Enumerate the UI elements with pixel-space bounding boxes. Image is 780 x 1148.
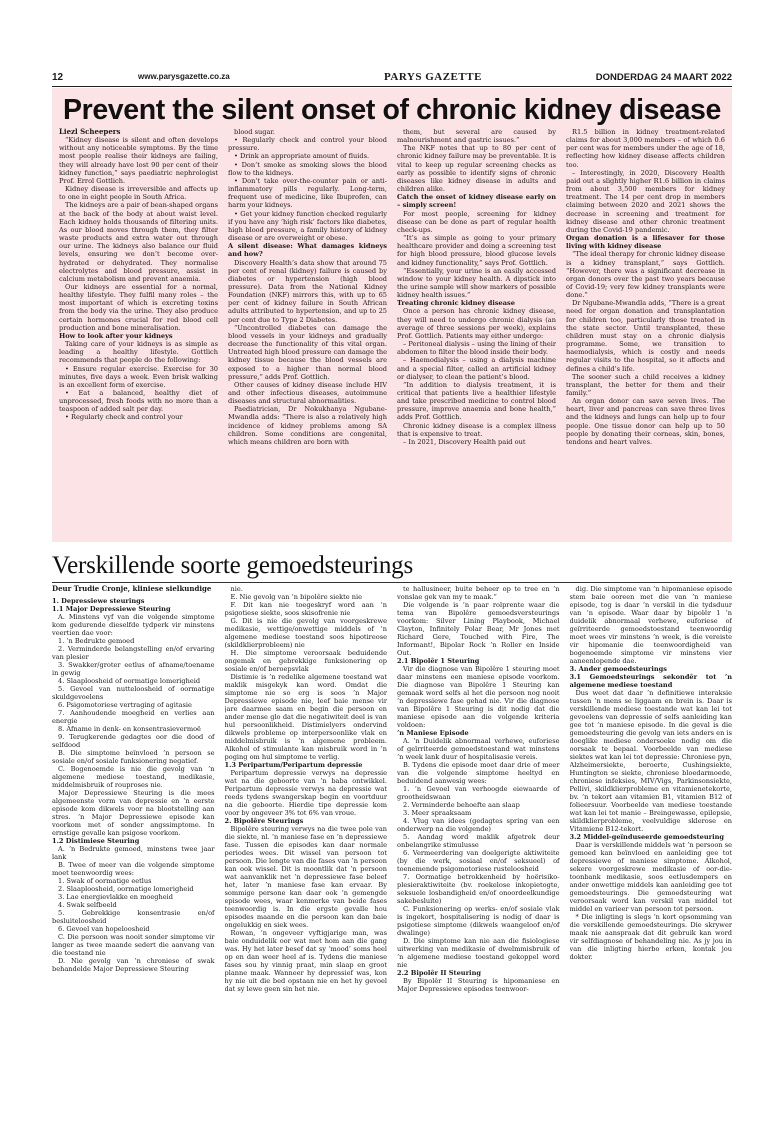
- paragraph: Catch the onset of kidney disease early on – simply screen!: [397, 193, 556, 210]
- text-column: [397, 128, 556, 536]
- paragraph: dig. Die simptome van ’n hipomaniese episode stem baie ooreen met die van ’n maniese episode, tog is daar ’n verskil in die tydsduur van ’n episode. Waar daar by bipolêr 1 ’n duidelik abnormaal verhewe, euforiese of geïrriteerde gemoedstoestand teenwoordig moet wees vir minstens ’n week, is die vereiste vir hipomanie die teenwoordigheid van bogenoemde simptome vir minstens vier aaneenlopende dae.: [569, 585, 732, 665]
- paragraph: Deur Trudie Cronje, kliniese sielkundige: [52, 585, 212, 593]
- paragraph: B. Tydens die episode moet daar drie of meer van die volgende simptome heeltyd en beduidend aanwesig wees:: [397, 761, 560, 785]
- paragraph: B. Die simptome beïnvloed ’n persoon se sosiale en/of sosiale funksionering negatief.: [52, 749, 215, 765]
- paragraph: Vir die diagnose van Bipolêre 1 steuring moet daar minstens een maniese episode voorkom. Die diagnose van Bipolêre 1 Steuring kan gemaak word selfs al het die persoon nog nooit ’n depressiewe fase gehad nie. Vir die diagnose van Bipolêre 1 Steuring is dit nodig dat die maniese episode aan die volgende kriteria voldoen:: [397, 665, 560, 729]
- paragraph: A silent disease: What damages kidneys and how?: [228, 242, 387, 259]
- paragraph: 2.1 Bipolêr 1 Steuring: [397, 657, 480, 665]
- paragraph: The sooner such a child receives a kidney transplant, the better for them and their family.”: [566, 372, 725, 397]
- paragraph: D. Die simptome kan nie aan die fisiologiese uitwerking van medikasie of dwelmmisbruik of ’n algemene mediese toestand gekoppel word nie: [397, 937, 560, 969]
- paragraph: 6. Vermeerdering van doelgerigte aktiwiteite (by die werk, sosiaal en/of seksueel) of toenemende psigomotoriese rusteloosheid: [397, 849, 560, 873]
- paragraph: Treating chronic kidney disease: [397, 299, 515, 308]
- paragraph: Rowan, ’n ongeveer vyftigjarige man, was baie onduidelik oor wat met hom aan die gang was. Hy het later besef dat sy ‘mood’ soms heel op en dan weer heel af is. Tydens die maniese fases sou hy vinnig praat, min slaap en groot planne maak. Wanneer hy depressief was, kon hy nie uit die bed opstaan nie en het hy gevoel dat sy lewe geen sin het nie.: [224, 929, 387, 993]
- text-column: [59, 128, 218, 536]
- paragraph: 1. ’n Bedrukte gemoed: [58, 637, 135, 645]
- paragraph: 1. Depressiewe steurings: [52, 597, 145, 605]
- paragraph: • Drink an appropriate amount of fluids.: [234, 152, 370, 161]
- headline-rule: [52, 582, 732, 583]
- article-headline: Prevent the silent onset of chronic kidney disease: [63, 94, 721, 126]
- paragraph: • Regularly check and control your blood pressure.: [228, 136, 387, 153]
- paragraph: 1. Swak of oormatige eetlus: [58, 877, 152, 885]
- paragraph: 8. Afname in denk- en konsentrasievermoë: [58, 725, 201, 733]
- paragraph: 6. Gevoel van hopeloosheid: [58, 925, 150, 933]
- paragraph: 5. Aandag word maklik afgetrek deur onbelangrike stimulusse: [397, 833, 560, 849]
- paragraph: Organ donation is a lifesaver for those living with kidney disease: [566, 234, 725, 251]
- paragraph: 4. Vlug van idees (gedagtes spring van een onderwerp na die volgende): [397, 817, 560, 833]
- paragraph: Die volgende is ’n paar rolprente waar die tema van Bipolêre gemoedsversteurings voorkom: Silver Lining Playbook, Michael Clayton, Infinitely Polar Bear, Mr Jones met Richard Gere, Touched with Fire, The Informant!, Bipolar Rock ’n Roller en Inside Out.: [397, 601, 560, 657]
- paragraph: 9. Terugkerende gedagtes oor die dood of selfdood: [52, 733, 215, 749]
- paragraph: Paediatrician, Dr Nokukhanya Ngubane-Mwandla adds: “There is also a relatively high incidence of kidney problems among SA children. Some conditions are congenital, which means children are born with: [228, 405, 387, 446]
- article-body: [59, 128, 725, 536]
- paragraph: Dus weet dat daar ’n definitiewe interaksie tussen ’n mens se liggaam en brein is. Daar is verskillende mediese toestande wat kan lei tot gevoelens van depressie of selfs aanleiding kan gee tot ’n maniese episode. In die geval is die gemoedsteuring die gevolg van iets anders en is doeglike mediese ondersoeke nodig om die oorsaak te bepaal. Voorbeelde van mediese siektes wat kan lei tot depressie: Chroniese pyn, Alzheimersiekte, beroerte, Cushingsiekte, Huntington se siekte, chroniese bloedarmoede, chroniese infeksies, MIV/Vigs, Parkinsonsiekte, Pellivi, skildklierprobleme en vitamienetekorte, bv. ’n tekort aan vitamien B1, vitamien B12 of folieersuur. Voorbeelde van mediese toestande wat kan lei tot manie – Breingewasse, epilepsie, skildklierprobleme, veelvuldige sklerose en Vitamiene B12-tekort.: [569, 689, 732, 833]
- paragraph: 6. Psigomotoriese vertraging of agitasie: [58, 701, 192, 709]
- paragraph: 2. Slaaploosheid, oormatige lomerigheid: [58, 885, 194, 893]
- paragraph: nie.: [230, 585, 243, 593]
- paragraph: F. Dit kan nie toegeskryf word aan ’n psigotiese siekte, soos skisofrenie nie: [224, 601, 387, 617]
- paragraph: 3. Swakker/groter eetlus of afname/toename in gewig: [52, 661, 215, 677]
- paragraph: – Haemodialysis – using a dialysis machine and a special filter, called an artificial kidney or dialyser, to clean the patient’s blood.: [397, 356, 556, 381]
- paragraph: A. ’n Duidelik abnormaal verhewe, euforiese of geïrriteerde gemoedstoestand wat minstens ’n week lank duur of hospitalisasie vereis.: [397, 737, 560, 761]
- text-column: [228, 128, 387, 536]
- paragraph: • Don’t take over-the-counter pain or anti-inflammatory pills regularly. Long-term, frequent use of medicine, like Ibuprofen, can harm your kidneys.: [228, 176, 387, 210]
- paragraph: • Get your kidney function checked regularly if you have any ‘high risk’ factors like diabetes, high blood pressure, a family history of kidney disease or are overweight or obese.: [228, 209, 387, 243]
- header-rule: [52, 86, 732, 87]
- paragraph: 7. Aanhoudende moegheid en verlies aan energie: [52, 709, 215, 725]
- paragraph: 5. Gebrekkige konsentrasie en/of besluiteloosheid: [52, 909, 215, 925]
- article-body: [52, 585, 732, 1137]
- paragraph: – Peritoneal dialysis – using the lining of their abdomen to filter the blood inside their body.: [397, 340, 556, 357]
- paragraph: C. Funksionering op werks- en/of sosiale vlak is ingekort, hospitalisering is nodig of daar is psigotiese simptome (dikwels waangeloof en/of dwalinge): [397, 905, 560, 937]
- paragraph: 1.1 Major Depressiewe Steuring: [52, 605, 171, 613]
- paragraph: 3. Meer spraaksaam: [403, 809, 472, 817]
- paragraph: A. Minstens vyf van die volgende simptome kom gedurende dieselfde tydperk vir minstens veertien dae voor:: [52, 613, 215, 637]
- paragraph: 2. Bipolêre Steurings: [224, 817, 304, 825]
- paragraph: H. Die simptome veroorsaak beduidende ongemak en gebrekkige funksionering op sosiale en/of beroepsvlak: [224, 649, 387, 673]
- paragraph: E. Nie gevolg van ’n bipolêre siekte nie: [230, 593, 363, 601]
- paragraph: 3. Lae energievlakke en moegheid: [58, 893, 173, 901]
- paragraph: D. Nie gevolg van ’n chroniese of swak behandelde Major Depressiewe Steuring: [52, 957, 215, 973]
- issue-date: DONDERDAG 24 MAART 2022: [595, 72, 732, 83]
- paragraph: 4. Slaaploosheid of oormatige lomerigheid: [58, 677, 201, 685]
- paragraph: Kidney disease is irreversible and affects up to one in eight people in South Africa.: [59, 185, 218, 202]
- paragraph: “Uncontrolled diabetes can damage the blood vessels in your kidneys and gradually decrease the functionality of this vital organ. Untreated high blood pressure can damage the kidney tissue because the blood vessels are exposed to a higher than normal blood pressure,” adds Prof. Gottlich.: [228, 323, 387, 381]
- paragraph: – In 2021, Discovery Health paid out: [403, 437, 526, 446]
- paragraph: An organ donor can save seven lives. The heart, liver and pancreas can save three lives and the kidneys and lungs can help up to four people. One tissue donor can help up to 50 people by donating their corneas, skin, bones, tendons and heart valves.: [566, 397, 725, 446]
- paragraph: “The ideal therapy for chronic kidney disease is a kidney transplant,” says Gottlich. “However, there was a significant decrease in organ donors over the past two years because of Covid-19; very few kidney transplants were done.”: [566, 250, 725, 300]
- paragraph: 2. Verminderde belangstelling en/of ervaring van plesier: [52, 645, 215, 661]
- paragraph: How to look after your kidneys: [59, 331, 173, 340]
- paragraph: Bipolêre steuring verwys na die twee pole van die siekte, nl. ’n maniese fase en ’n depressiewe fase. Tussen die episodes kan daar normale periodes wees. Dit wissel van persoon tot persoon. Die lengte van die fases van ’n persoon kan ook wissel. Dit is moontlik dat ’n persoon wat aanvanklik net ’n depressiewe fase beleef het, later ’n maniese fase kan ervaar. By sommige persone kan daar ook ’n gemengde episode wees, waar kenmerke van beide fases teenwoordig is. In die ergste gevalle hou episodes maande en die persoon kan dan baie ongelukkig en siek wees.: [224, 825, 387, 929]
- paragraph: Other causes of kidney disease include HIV and other infectious diseases, autoimmune diseases and structural abnormalities.: [228, 380, 387, 406]
- paragraph: Major Depressiewe Steuring is die mees algemeenste vorm van depressie en ’n eerste episode kom dikwels voor na blootstelling aan stres. ’n Major Depressiewe episode kan voorkom met of sonder angssimptome. In ernstige gevalle kan psigose voorkom.: [52, 789, 215, 837]
- paragraph: C. Die persoon was nooit sonder simptome vir langer as twee maande sedert die aanvang van die toestand nie: [52, 933, 215, 957]
- paragraph: – Interestingly, in 2020, Discovery Health paid out a slightly higher R1.6 billion in claims from about 3,500 members for kidney treatment. The 14 per cent drop in members claiming between 2020 and 2021 shows the decrease in screening and treatment for kidney disease and other chronic treatment during the Covid-19 pandemic.: [566, 168, 725, 234]
- text-column: [52, 585, 215, 1137]
- masthead: PARYS GAZETTE: [384, 71, 482, 83]
- paragraph: “Essentially, your urine is an easily accessed window to your kidney health. A dipstick into the urine sample will show markers of possible kidney health issues.”: [397, 266, 556, 300]
- paragraph: • Ensure regular exercise. Exercise for 30 minutes, five days a week. Even brisk walking is an excellent form of exercise.: [59, 364, 218, 389]
- paragraph: Daar is verskillende middels wat ’n persoon se gemoed kan beïnvloed en aanleiding gee tot depressiewe of maniese simptome. Alkohol, sekere voorgeskrewe medikasie of oor-die-toonbank medikasie, soos eetlusdempers en ander onwettige middels kan aanleiding gee tot gemoedsteurings. Die gemoedsteuring wat veroorsaak word kan verskil van middel tot middel en varieer van persoon tot persoon.: [569, 841, 732, 913]
- website-url[interactable]: www.parysgazette.co.za: [138, 72, 230, 81]
- paragraph: 1. ’n Gevoel van verhoogde eiewaarde of grootheidswaan: [397, 785, 560, 801]
- paragraph: Once a person has chronic kidney disease, they will need to undergo chronic dialysis (an average of three sessions per week), explains Prof. Gottlich. Patients may either undergo:: [397, 307, 556, 340]
- page-header: [52, 70, 732, 86]
- paragraph: Dr Ngubane-Mwandla adds, “There is a great need for organ donation and transplantation for children too, particularly those treated in the state sector. Until transplanted, these children must stay on a chronic dialysis programme. Some, we transition to haemodialysis, which is costly and needs regular visits to the hospital, so it affects and defines a child’s life.: [566, 299, 725, 373]
- paragraph: Taking care of your kidneys is as simple as leading a healthy lifestyle. Gottlich recommends that people do the following:: [59, 340, 218, 365]
- paragraph: B. Twee of meer van die volgende simptome moet teenwoordig wees:: [52, 861, 215, 877]
- paragraph: Our kidneys are essential for a normal, healthy lifestyle. They fulfil many roles – the most important of which is excreting toxins from the body via the urine. They also produce certain hormones crucial for red blood cell production and bone mineralisation.: [59, 282, 218, 332]
- paragraph: te hallusineer, buite beheer op te tree en ’n vonslae gek van my te maak.”: [397, 585, 560, 601]
- paragraph: C. Bogenoemde is nie die gevolg van ’n algemene mediese toestand, medikasie, middelmisbruik of rouproses nie.: [52, 765, 215, 789]
- paragraph: R1.5 billion in kidney treatment-related claims for about 3,000 members – of which 0.6 per cent was for members under the age of 18, reflecting how kidney disease affects children too.: [566, 128, 725, 169]
- text-column: [566, 128, 725, 536]
- paragraph: 1.2 Distimiese Steuring: [52, 837, 140, 845]
- paragraph: “In addition to dialysis treatment, it is critical that patients live a healthier lifestyle and take prescribed medicine to control blood pressure, improve anaemia and bone health,” adds Prof. Gottlich.: [397, 380, 556, 422]
- paragraph: For most people, screening for kidney disease can be done as part of regular health check-ups.: [397, 209, 556, 234]
- paragraph: Liezl Scheepers: [59, 128, 121, 136]
- paragraph: 2.2 Bipolêr II Steuring: [397, 969, 481, 977]
- paragraph: “It’s as simple as going to your primary healthcare provider and doing a screening test for high blood pressure, blood glucose levels and kidney functionality,” says Prof. Gottlich.: [397, 234, 556, 267]
- paragraph: 3.2 Middel-geïnduseerde gemoedsteuring: [569, 833, 725, 841]
- paragraph: • Regularly check and control your: [65, 413, 183, 422]
- paragraph: 4. Swak selfbeeld: [58, 901, 117, 909]
- text-column: [225, 585, 388, 1137]
- paragraph: “Kidney disease is silent and often develops without any noticeable symptoms. By the time most people realise their kidneys are failing, they will already have lost 90 per cent of their kidney function,” says paediatric nephrologist Prof. Errol Gottlich.: [59, 136, 218, 185]
- paragraph: A. ’n Bedrukte gemoed, minstens twee jaar lank: [52, 845, 215, 861]
- paragraph: Discovery Health’s data show that around 75 per cent of renal (kidney) failure is caused by diabetes or hypertension (high blood pressure). Data from the National Kidney Foundation (NKF) mirrors this, with up to 65 per cent of kidney failure in South African adults attributed to hypertension, and up to 25 per cent due to Type 2 Diabetes.: [228, 258, 387, 324]
- paragraph: • Eat a balanced, healthy diet of unprocessed, fresh foods with no more than a teaspoon of added salt per day.: [59, 389, 218, 414]
- paragraph: blood sugar.: [234, 128, 275, 136]
- paragraph: 1.3 Peripartum/Peripartum depressie: [224, 761, 363, 769]
- article-kidney-disease: [52, 88, 732, 542]
- paragraph: 2. Verminderde behoefte aan slaap: [403, 801, 520, 809]
- article-headline: Verskillende soorte gemoedsteurings: [52, 552, 413, 579]
- paragraph: 3.1 Gemoedsteurings sekondêr tot ’n algemene mediese toestand: [569, 673, 732, 689]
- paragraph: Distimie is ’n redelike algemene toestand wat maklik misgekyk kan word. Omdat die simptome nie so erg is soos ’n Major Depressiewe episode nie, leef baie mense vir jare daarmee saam en begin die persoon en ander mense glo dat die negatiwiteit deel is van hul persoonlikheid. Distimielyers ondervind dikwels probleme op interpersoonlike vlak en middelmisbruik is ’n algemene probleem. Alkohol of stimulante kan misbruik word in ’n poging om hul simptome te verlig.: [224, 673, 387, 761]
- paragraph: Chronic kidney disease is a complex illness that is expensive to treat.: [397, 421, 556, 438]
- paragraph: 7. Oormatige betrokkenheid by hoërisiko-plesieraktiwiteite (bv. roekelose inkopietogte, seksuele losbandigheid en/of onoordeelkundige sakebesluite): [397, 873, 560, 905]
- paragraph: The NKF notes that up to 80 per cent of chronic kidney failure may be preventable. It is vital to keep up regular screening checks as early as possible to identify signs of chronic diseases like kidney disease in adults and children alike.: [397, 144, 556, 194]
- paragraph: By Bipolêr II Steuring is hipomaniese en Major Depressiewe episodes teenwoor-: [397, 977, 560, 993]
- text-column: [570, 585, 733, 1137]
- paragraph: 5. Gevoel van nutteloosheid of oormatige skuldgevoelens: [52, 685, 215, 701]
- text-column: [397, 585, 560, 1137]
- article-mood-disorders: [52, 552, 732, 1140]
- paragraph: • Don’t smoke as smoking slows the blood flow to the kidneys.: [228, 160, 387, 177]
- paragraph: G. Dit is nie die gevolg van voorgeskrewe medikasie, wettige/onwettige middels of ’n algemene mediese toestand soos hipotireose (skildklierprobleem) nie: [224, 617, 387, 649]
- paragraph: * Die inligting is slegs ’n kort opsomming van die verskillende gemoedsteurings. Die skrywer maak nie aanspraak dat dit gebruik kan word vir selfdiagnose of behandeling nie. As jy jou in van die inligting hierbo erken, kontak jou dokter.: [569, 913, 732, 961]
- paragraph: Peripartum depressie verwys na depressie wat na die geboorte van ’n baba ontwikkel. Peripartum depressie verwys na depressie wat reeds tydens swangerskap begin en voortduur na die geboorte. Hierdie tipe depressie kom voor by ongeveer 3% tot 6% van vroue.: [224, 769, 387, 817]
- paragraph: The kidneys are a pair of bean-shaped organs at the back of the body at about waist level. Each kidney holds thousands of filtering units. As our blood moves through them, they filter waste products and extra water out through our urine. The kidneys also balance our fluid levels, ensuring we don’t become over-hydrated or dehydrated. They normalise electrolytes and blood pressure, assist in calcium metabolism and prevent anaemia.: [59, 201, 218, 283]
- page-number: 12: [52, 72, 64, 83]
- paragraph: them, but several are caused by malnourishment and gastric issues.”: [397, 128, 556, 145]
- paragraph: 3. Ander gemoedsteurings: [569, 665, 667, 673]
- paragraph: ’n Maniese Episode: [397, 729, 469, 737]
